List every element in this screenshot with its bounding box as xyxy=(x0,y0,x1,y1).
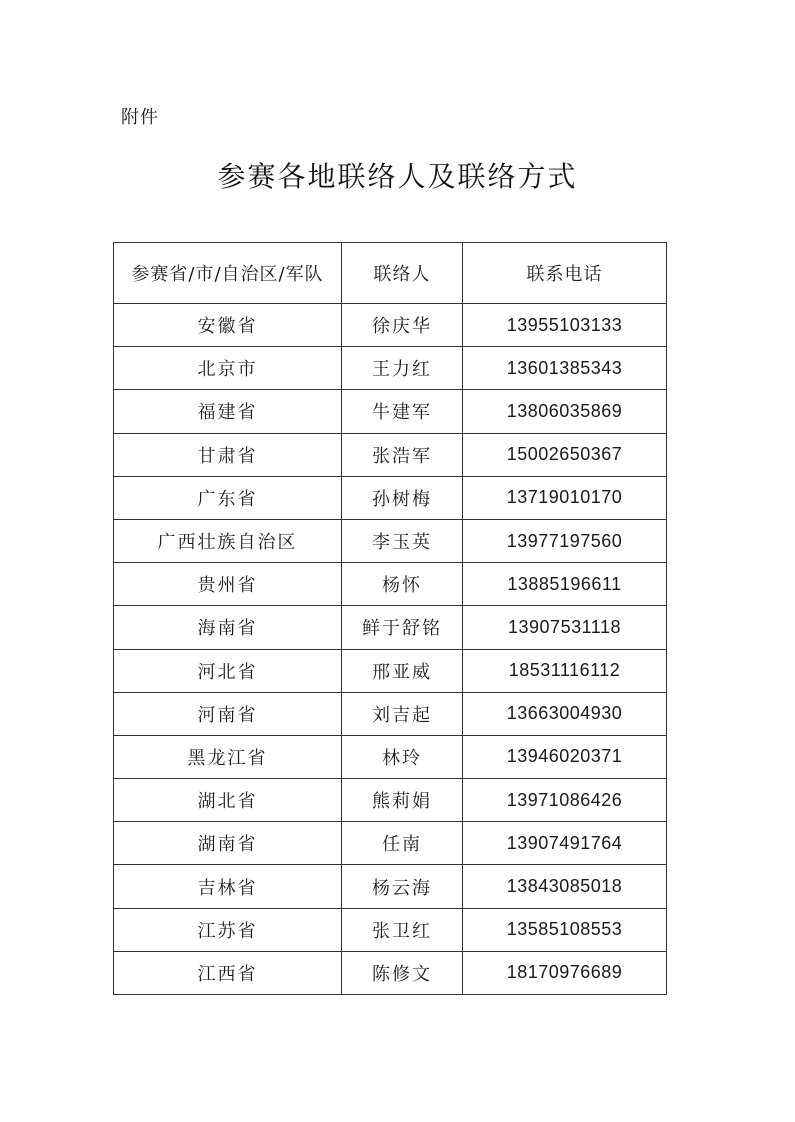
phone-cell: 13971086426 xyxy=(463,779,667,822)
contact-cell: 杨云海 xyxy=(342,865,463,908)
region-cell: 湖北省 xyxy=(114,779,342,822)
table-row xyxy=(114,519,667,562)
header-phone: 联系电话 xyxy=(463,243,667,304)
contact-cell: 陈修文 xyxy=(342,951,463,994)
table-row xyxy=(114,951,667,994)
contact-cell: 李玉英 xyxy=(342,519,463,562)
region-cell: 北京市 xyxy=(114,347,342,390)
phone-cell: 13843085018 xyxy=(463,865,667,908)
region-cell: 黑龙江省 xyxy=(114,735,342,778)
contact-cell: 王力红 xyxy=(342,347,463,390)
phone-cell: 15002650367 xyxy=(463,433,667,476)
phone-cell: 18531116112 xyxy=(463,649,667,692)
contact-cell: 任南 xyxy=(342,822,463,865)
phone-cell: 13663004930 xyxy=(463,692,667,735)
phone-cell: 13907491764 xyxy=(463,822,667,865)
contact-cell: 杨怀 xyxy=(342,563,463,606)
table-row xyxy=(114,865,667,908)
contact-cell: 徐庆华 xyxy=(342,304,463,347)
phone-cell: 13601385343 xyxy=(463,347,667,390)
contact-cell: 牛建军 xyxy=(342,390,463,433)
table-header-row xyxy=(114,243,667,304)
table-row xyxy=(114,779,667,822)
region-cell: 江苏省 xyxy=(114,908,342,951)
page-title: 参赛各地联络人及联络方式 xyxy=(217,160,578,193)
phone-cell: 13585108553 xyxy=(463,908,667,951)
contacts-table xyxy=(113,242,667,995)
phone-cell: 13806035869 xyxy=(463,390,667,433)
phone-cell: 18170976689 xyxy=(463,951,667,994)
region-cell: 海南省 xyxy=(114,606,342,649)
table-row xyxy=(114,649,667,692)
table-row xyxy=(114,476,667,519)
contact-cell: 张卫红 xyxy=(342,908,463,951)
region-cell: 吉林省 xyxy=(114,865,342,908)
contact-cell: 孙树梅 xyxy=(342,476,463,519)
region-cell: 河北省 xyxy=(114,649,342,692)
table-row xyxy=(114,433,667,476)
table-row xyxy=(114,692,667,735)
table-row xyxy=(114,347,667,390)
attachment-label: 附件 xyxy=(121,107,159,128)
contact-cell: 邢亚威 xyxy=(342,649,463,692)
region-cell: 福建省 xyxy=(114,390,342,433)
phone-cell: 13977197560 xyxy=(463,519,667,562)
region-cell: 贵州省 xyxy=(114,563,342,606)
phone-cell: 13955103133 xyxy=(463,304,667,347)
table-row xyxy=(114,822,667,865)
table-row xyxy=(114,908,667,951)
contact-cell: 鲜于舒铭 xyxy=(342,606,463,649)
table-row xyxy=(114,606,667,649)
table-row xyxy=(114,390,667,433)
region-cell: 甘肃省 xyxy=(114,433,342,476)
region-cell: 湖南省 xyxy=(114,822,342,865)
phone-cell: 13885196611 xyxy=(463,563,667,606)
region-cell: 安徽省 xyxy=(114,304,342,347)
region-cell: 广东省 xyxy=(114,476,342,519)
table-row xyxy=(114,735,667,778)
region-cell: 河南省 xyxy=(114,692,342,735)
contact-cell: 张浩军 xyxy=(342,433,463,476)
phone-cell: 13907531118 xyxy=(463,606,667,649)
region-cell: 江西省 xyxy=(114,951,342,994)
phone-cell: 13719010170 xyxy=(463,476,667,519)
contact-cell: 林玲 xyxy=(342,735,463,778)
contact-cell: 熊莉娟 xyxy=(342,779,463,822)
table-row xyxy=(114,563,667,606)
header-region: 参赛省/市/自治区/军队 xyxy=(114,243,342,304)
contact-cell: 刘吉起 xyxy=(342,692,463,735)
phone-cell: 13946020371 xyxy=(463,735,667,778)
header-contact: 联络人 xyxy=(342,243,463,304)
table-row xyxy=(114,304,667,347)
region-cell: 广西壮族自治区 xyxy=(114,519,342,562)
